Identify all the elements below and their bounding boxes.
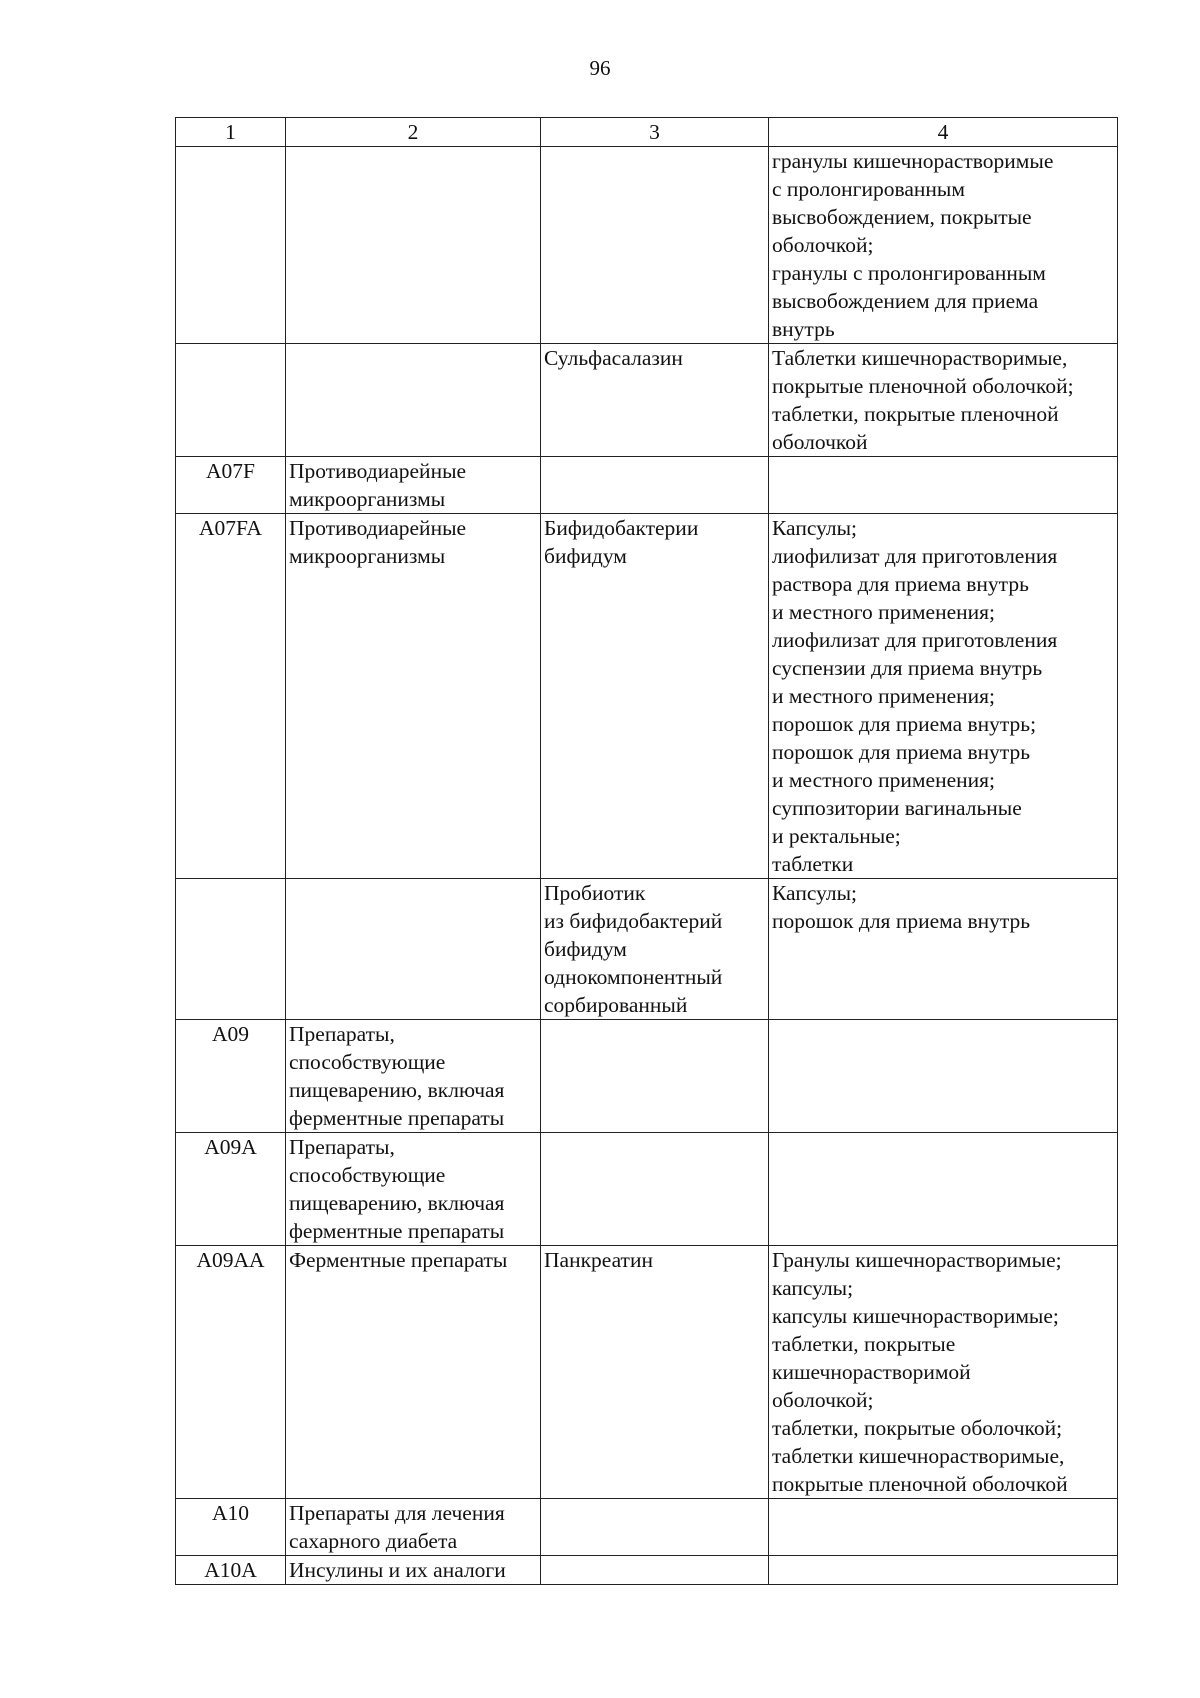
group-cell <box>286 879 541 1020</box>
table-row <box>176 1499 1118 1556</box>
table-row <box>176 514 1118 879</box>
table-row <box>176 147 1118 344</box>
atc-code-cell: A09A <box>176 1133 286 1246</box>
page-number: 96 <box>589 56 611 80</box>
dosage-forms-cell <box>769 1556 1118 1585</box>
table-row <box>176 457 1118 514</box>
table-row <box>176 1246 1118 1499</box>
drug-cell: Панкреатин <box>541 1246 769 1499</box>
group-cell: Препараты, способствующие пищеварению, включая ферментные препараты <box>286 1133 541 1246</box>
drug-cell: Пробиотик из бифидобактерий бифидум однокомпонентный сорбированный <box>541 879 769 1020</box>
dosage-forms-cell: Капсулы; порошок для приема внутрь <box>769 879 1118 1020</box>
atc-code-cell: A07F <box>176 457 286 514</box>
drug-cell <box>541 1020 769 1133</box>
column-header-4: 4 <box>769 118 1118 147</box>
column-header-2: 2 <box>286 118 541 147</box>
dosage-forms-cell <box>769 1499 1118 1556</box>
drug-cell <box>541 1556 769 1585</box>
table-row <box>176 1556 1118 1585</box>
group-cell: Противодиарейные микроорганизмы <box>286 514 541 879</box>
column-header-3: 3 <box>541 118 769 147</box>
group-cell <box>286 147 541 344</box>
dosage-forms-cell: гранулы кишечнорастворимые с пролонгированным высвобождением, покрытые оболочкой; гранулы с пролонгированным высвобождением для приема внутрь <box>769 147 1118 344</box>
atc-code-cell <box>176 879 286 1020</box>
drug-cell <box>541 457 769 514</box>
table-row <box>176 1020 1118 1133</box>
dosage-forms-cell: Таблетки кишечнорастворимые, покрытые пленочной оболочкой; таблетки, покрытые пленочной оболочкой <box>769 344 1118 457</box>
group-cell: Препараты для лечения сахарного диабета <box>286 1499 541 1556</box>
table-header-row <box>176 118 1118 147</box>
dosage-forms-cell: Капсулы; лиофилизат для приготовления раствора для приема внутрь и местного применения; лиофилизат для приготовления суспензии для приема внутрь и местного применения; порошок для приема внутрь; порошок для приема внутрь и местного применения; суппозитории вагинальные и ректальные; таблетки <box>769 514 1118 879</box>
drug-cell: Сульфасалазин <box>541 344 769 457</box>
table-row <box>176 879 1118 1020</box>
table-row <box>176 344 1118 457</box>
dosage-forms-cell <box>769 1133 1118 1246</box>
atc-code-cell: A07FA <box>176 514 286 879</box>
atc-code-cell <box>176 147 286 344</box>
atc-code-cell: A09AA <box>176 1246 286 1499</box>
column-header-1: 1 <box>176 118 286 147</box>
table-row <box>176 1133 1118 1246</box>
group-cell: Инсулины и их аналоги <box>286 1556 541 1585</box>
atc-code-cell <box>176 344 286 457</box>
group-cell <box>286 344 541 457</box>
atc-code-cell: A09 <box>176 1020 286 1133</box>
group-cell: Ферментные препараты <box>286 1246 541 1499</box>
atc-code-cell: A10A <box>176 1556 286 1585</box>
group-cell: Препараты, способствующие пищеварению, включая ферментные препараты <box>286 1020 541 1133</box>
group-cell: Противодиарейные микроорганизмы <box>286 457 541 514</box>
atc-code-cell: A10 <box>176 1499 286 1556</box>
drug-cell: Бифидобактерии бифидум <box>541 514 769 879</box>
drug-cell <box>541 1133 769 1246</box>
drug-cell <box>541 1499 769 1556</box>
drug-table <box>175 117 1118 1585</box>
drug-cell <box>541 147 769 344</box>
dosage-forms-cell <box>769 457 1118 514</box>
dosage-forms-cell: Гранулы кишечнорастворимые; капсулы; капсулы кишечнорастворимые; таблетки, покрытые кишечнорастворимой оболочкой; таблетки, покрытые оболочкой; таблетки кишечнорастворимые, покрытые пленочной оболочкой <box>769 1246 1118 1499</box>
dosage-forms-cell <box>769 1020 1118 1133</box>
